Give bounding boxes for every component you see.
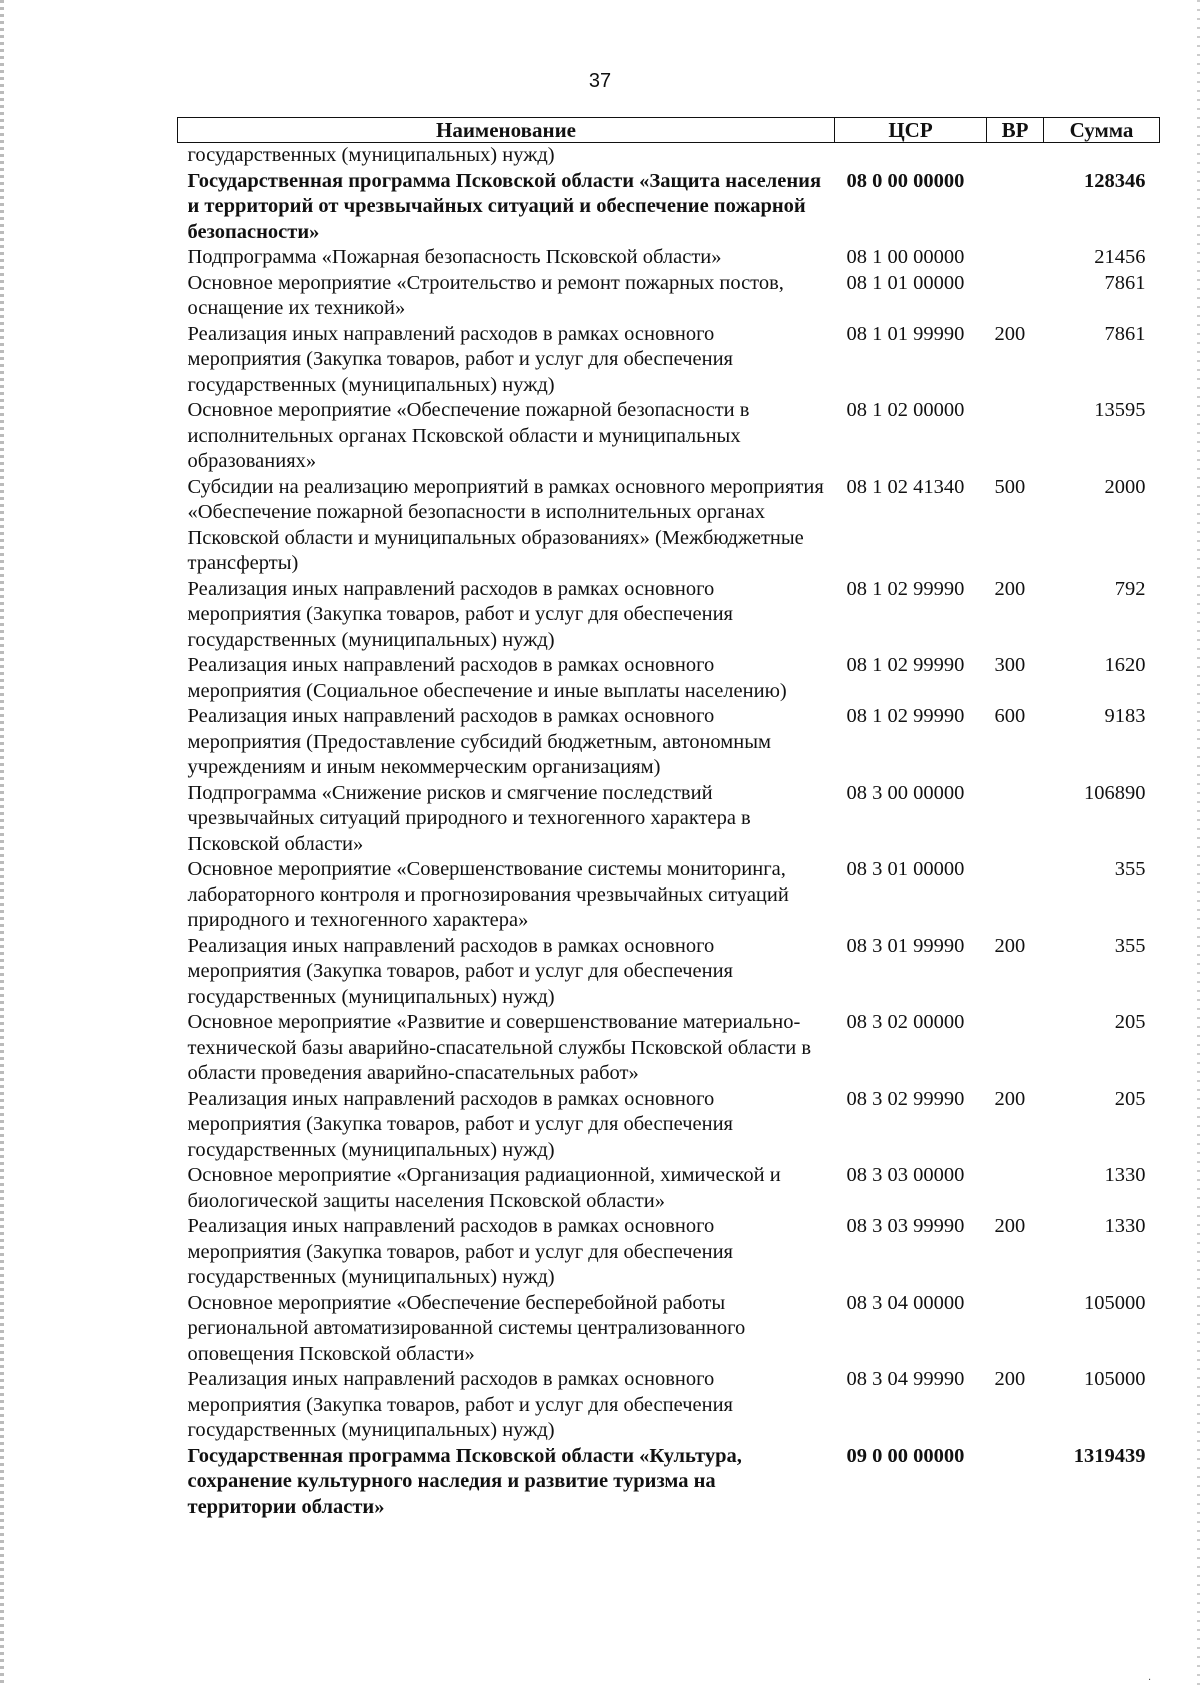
scan-edge-left xyxy=(0,0,4,1686)
cell-vr xyxy=(987,1444,1044,1521)
cell-sum: 205 xyxy=(1114,1011,1146,1033)
table-row xyxy=(178,653,1160,704)
cell-vr xyxy=(987,857,1044,934)
cell-sum: 1319439 xyxy=(1073,1444,1146,1467)
cell-sum: 355 xyxy=(1114,858,1146,880)
table-header-row xyxy=(178,118,1160,143)
cell-name: Подпрограмма «Пожарная безопасность Псковской области» xyxy=(187,246,722,268)
cell-csr xyxy=(835,143,987,169)
cell-name: Реализация иных направлений расходов в рамках основного мероприятия (Закупка товаров, работ и услуг для обеспечения государственных (муниципальных) нужд) xyxy=(187,1087,733,1161)
cell-name: Реализация иных направлений расходов в рамках основного мероприятия (Предоставление субсидий бюджетным, автономным учреждениям и иным некоммерческим организациям) xyxy=(187,705,771,778)
page-number: 37 xyxy=(588,70,612,92)
cell-sum: 106890 xyxy=(1084,781,1146,804)
cell-csr: 08 3 02 00000 xyxy=(846,1011,965,1033)
cell-name: Реализация иных направлений расходов в рамках основного мероприятия (Социальное обеспечение и иные выплаты населению) xyxy=(187,654,787,702)
table-row xyxy=(178,704,1160,781)
cell-sum: 1620 xyxy=(1104,654,1146,676)
cell-csr: 08 3 03 99990 xyxy=(846,1215,965,1237)
cell-vr xyxy=(987,1291,1044,1368)
cell-csr: 08 1 02 99990 xyxy=(846,577,965,600)
cell-csr: 08 3 01 00000 xyxy=(846,858,965,880)
cell-sum xyxy=(1044,143,1160,169)
table-row xyxy=(178,475,1160,577)
cell-sum: 105000 xyxy=(1084,1368,1146,1390)
table-row xyxy=(178,857,1160,934)
cell-vr: 200 xyxy=(994,577,1026,600)
cell-sum: 105000 xyxy=(1084,1291,1146,1314)
cell-csr: 08 3 03 00000 xyxy=(846,1164,965,1186)
cell-sum: 21456 xyxy=(1094,246,1146,268)
cell-csr: 08 1 02 99990 xyxy=(846,654,965,676)
cell-csr: 08 3 04 99990 xyxy=(846,1368,965,1390)
cell-csr: 08 1 01 99990 xyxy=(846,322,965,345)
cell-sum: 792 xyxy=(1114,577,1146,600)
table-row xyxy=(178,322,1160,399)
cell-csr: 08 1 00 00000 xyxy=(846,246,965,268)
cell-name: государственных (муниципальных) нужд) xyxy=(187,144,555,166)
cell-sum: 13595 xyxy=(1094,399,1146,421)
footer-mark: . xyxy=(1148,1672,1152,1683)
cell-name: Основное мероприятие «Организация радиационной, химической и биологической защиты населения Псковской области» xyxy=(187,1164,781,1212)
cell-sum: 9183 xyxy=(1104,705,1146,727)
table-row xyxy=(178,143,1160,169)
cell-csr: 08 3 01 99990 xyxy=(846,934,965,957)
budget-table xyxy=(177,117,1160,1520)
cell-sum: 7861 xyxy=(1104,322,1146,345)
cell-vr xyxy=(987,1010,1044,1087)
cell-csr: 08 3 02 99990 xyxy=(846,1087,965,1110)
cell-vr xyxy=(987,1163,1044,1214)
cell-name: Реализация иных направлений расходов в рамках основного мероприятия (Закупка товаров, работ и услуг для обеспечения государственных (муниципальных) нужд) xyxy=(187,577,733,651)
cell-name: Основное мероприятие «Совершенствование системы мониторинга, лабораторного контроля и прогнозирования чрезвычайных ситуаций природного и техногенного характера» xyxy=(187,858,789,931)
cell-name: Основное мероприятие «Развитие и совершенствование материально-технической базы аварийно-спасательной службы Псковской области в области проведения аварийно-спасательных работ» xyxy=(187,1011,812,1084)
cell-name: Государственная программа Псковской области «Защита населения и территорий от чрезвычайных ситуаций и обеспечение пожарной безопасности» xyxy=(187,169,822,243)
cell-vr: 500 xyxy=(994,475,1026,498)
header-vr: ВР xyxy=(987,118,1044,143)
table-row xyxy=(178,271,1160,322)
cell-name: Основное мероприятие «Обеспечение бесперебойной работы региональной автоматизированной системы централизованного оповещения Псковской области» xyxy=(187,1291,746,1365)
cell-csr: 08 3 00 00000 xyxy=(846,781,965,804)
cell-vr xyxy=(987,271,1044,322)
table-row xyxy=(178,1444,1160,1521)
table-row xyxy=(178,1010,1160,1087)
cell-sum: 1330 xyxy=(1104,1164,1146,1186)
table-row xyxy=(178,1367,1160,1444)
cell-vr: 300 xyxy=(994,654,1026,676)
cell-vr: 200 xyxy=(994,1087,1026,1110)
cell-csr: 09 0 00 00000 xyxy=(846,1444,965,1467)
cell-sum: 355 xyxy=(1114,934,1146,957)
cell-csr: 08 1 02 00000 xyxy=(846,399,965,421)
header-sum: Сумма xyxy=(1044,118,1160,143)
cell-vr xyxy=(987,169,1044,246)
table-row xyxy=(178,245,1160,271)
table-row xyxy=(178,934,1160,1011)
cell-name: Подпрограмма «Снижение рисков и смягчение последствий чрезвычайных ситуаций природного и техногенного характера в Псковской области» xyxy=(187,781,751,855)
table-row xyxy=(178,781,1160,858)
cell-name: Основное мероприятие «Строительство и ремонт пожарных постов, оснащение их техникой» xyxy=(187,271,784,319)
cell-vr xyxy=(987,143,1044,169)
cell-csr: 08 1 02 99990 xyxy=(846,705,965,727)
cell-vr: 200 xyxy=(994,1368,1026,1390)
table-row xyxy=(178,1291,1160,1368)
header-csr: ЦСР xyxy=(835,118,987,143)
table-row xyxy=(178,1087,1160,1164)
cell-sum: 7861 xyxy=(1104,271,1146,294)
table-body xyxy=(178,143,1160,1521)
table-row xyxy=(178,1163,1160,1214)
cell-vr: 600 xyxy=(994,705,1026,727)
cell-vr xyxy=(987,398,1044,475)
cell-sum: 205 xyxy=(1114,1087,1146,1110)
cell-sum: 1330 xyxy=(1104,1215,1146,1237)
cell-csr: 08 1 01 00000 xyxy=(846,271,965,294)
cell-csr: 08 3 04 00000 xyxy=(846,1291,965,1314)
cell-sum: 128346 xyxy=(1084,169,1146,192)
cell-vr: 200 xyxy=(994,934,1026,957)
cell-name: Реализация иных направлений расходов в рамках основного мероприятия (Закупка товаров, работ и услуг для обеспечения государственных (муниципальных) нужд) xyxy=(187,322,733,396)
table-row xyxy=(178,577,1160,654)
table-row xyxy=(178,398,1160,475)
cell-name: Реализация иных направлений расходов в рамках основного мероприятия (Закупка товаров, работ и услуг для обеспечения государственных (муниципальных) нужд) xyxy=(187,1215,733,1288)
cell-name: Субсидии на реализацию мероприятий в рамках основного мероприятия «Обеспечение пожарной безопасности в исполнительных органах Псковской области и муниципальных образованиях» (Межбюджетные трансферты) xyxy=(187,475,824,574)
cell-name: Реализация иных направлений расходов в рамках основного мероприятия (Закупка товаров, работ и услуг для обеспечения государственных (муниципальных) нужд) xyxy=(187,1368,733,1441)
cell-csr: 08 0 00 00000 xyxy=(846,169,965,192)
cell-name: Реализация иных направлений расходов в рамках основного мероприятия (Закупка товаров, работ и услуг для обеспечения государственных (муниципальных) нужд) xyxy=(187,934,733,1008)
cell-vr xyxy=(987,245,1044,271)
cell-vr: 200 xyxy=(994,1215,1026,1237)
table-row xyxy=(178,169,1160,246)
cell-sum: 2000 xyxy=(1104,475,1146,498)
cell-name: Основное мероприятие «Обеспечение пожарной безопасности в исполнительных органах Псковской области и муниципальных образованиях» xyxy=(187,399,750,472)
header-name: Наименование xyxy=(178,118,835,143)
cell-vr: 200 xyxy=(994,322,1026,345)
cell-vr xyxy=(987,781,1044,858)
cell-csr: 08 1 02 41340 xyxy=(846,475,965,498)
cell-name: Государственная программа Псковской области «Культура, сохранение культурного наследия и развитие туризма на территории области» xyxy=(187,1444,742,1518)
table-row xyxy=(178,1214,1160,1291)
